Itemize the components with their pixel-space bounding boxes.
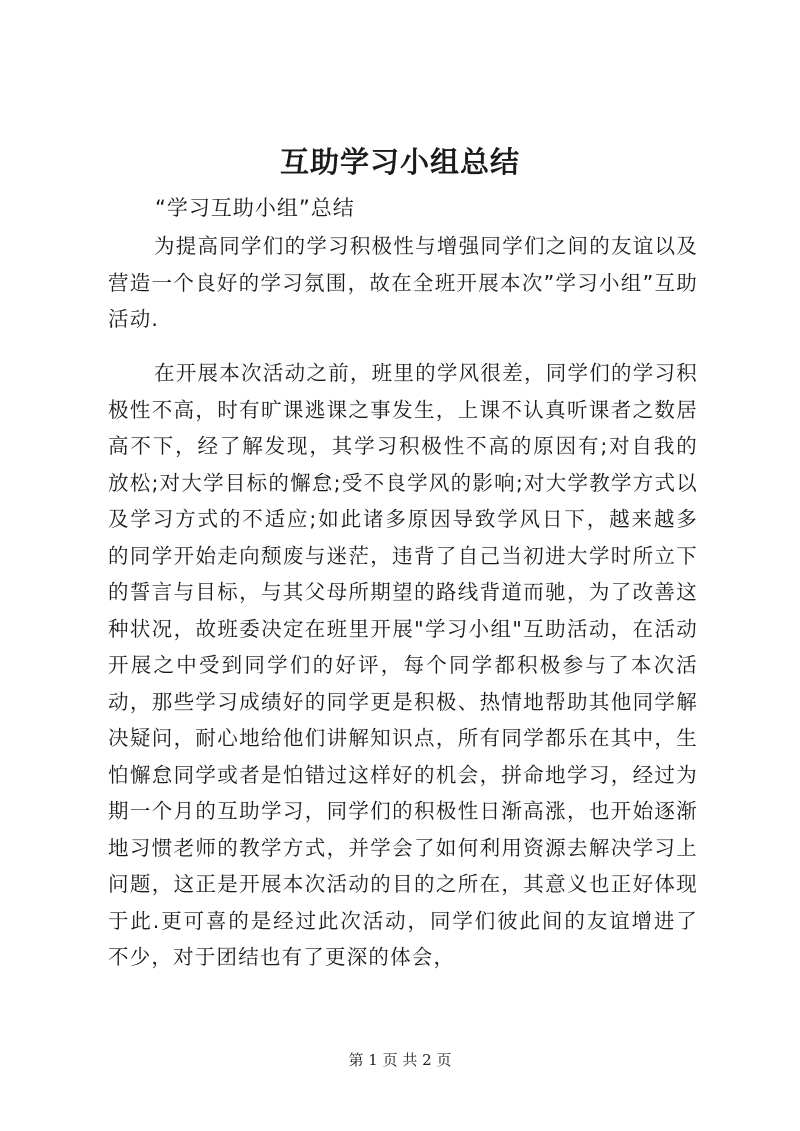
page-footer: 第 1 页 共 2 页 <box>348 1051 452 1069</box>
document-title: 互助学习小组总结 <box>279 145 520 179</box>
body-paragraph-1: 为提高同学们的学习积极性与增强同学们之间的友谊以及营造一个良好的学习氛围，故在全班开展本次”学习小组”互助活动. <box>108 234 698 331</box>
document-subtitle: “学习互助小组”总结 <box>155 196 355 220</box>
body-paragraph-2: 在开展本次活动之前，班里的学风很差，同学们的学习积极性不高，时有旷课逃课之事发生，上课不认真听课者之数居高不下，经了解发现，其学习积极性不高的原因有;对自我的放松;对大学目标的懈怠;受不良学风的影响;对大学教学方式以及学习方式的不适应;如此诸多原因导致学风日下，越来越多的同学开始走向颓废与迷茫，违背了自己当初进大学时所立下的誓言与目标，与其父母所期望的路线背道而驰，为了改善这种状况，故班委决定在班里开展"学习小组"互助活动，在活动开展之中受到同学们的好评，每个同学都积极参与了本次活动，那些学习成绩好的同学更是积极、热情地帮助其他同学解决疑问，耐心地给他们讲解知识点，所有同学都乐在其中，生怕懈怠同学或者是怕错过这样好的机会，拼命地学习，经过为期一个月的互助学习，同学们的积极性日渐高涨，也开始逐渐地习惯老师的教学方式，并学会了如何利用资源去解决学习上问题，这正是开展本次活动的目的之所在，其意义也正好体现于此.更可喜的是经过此次活动，同学们彼此间的友谊增进了不少，对于团结也有了更深的体会， <box>108 361 698 969</box>
